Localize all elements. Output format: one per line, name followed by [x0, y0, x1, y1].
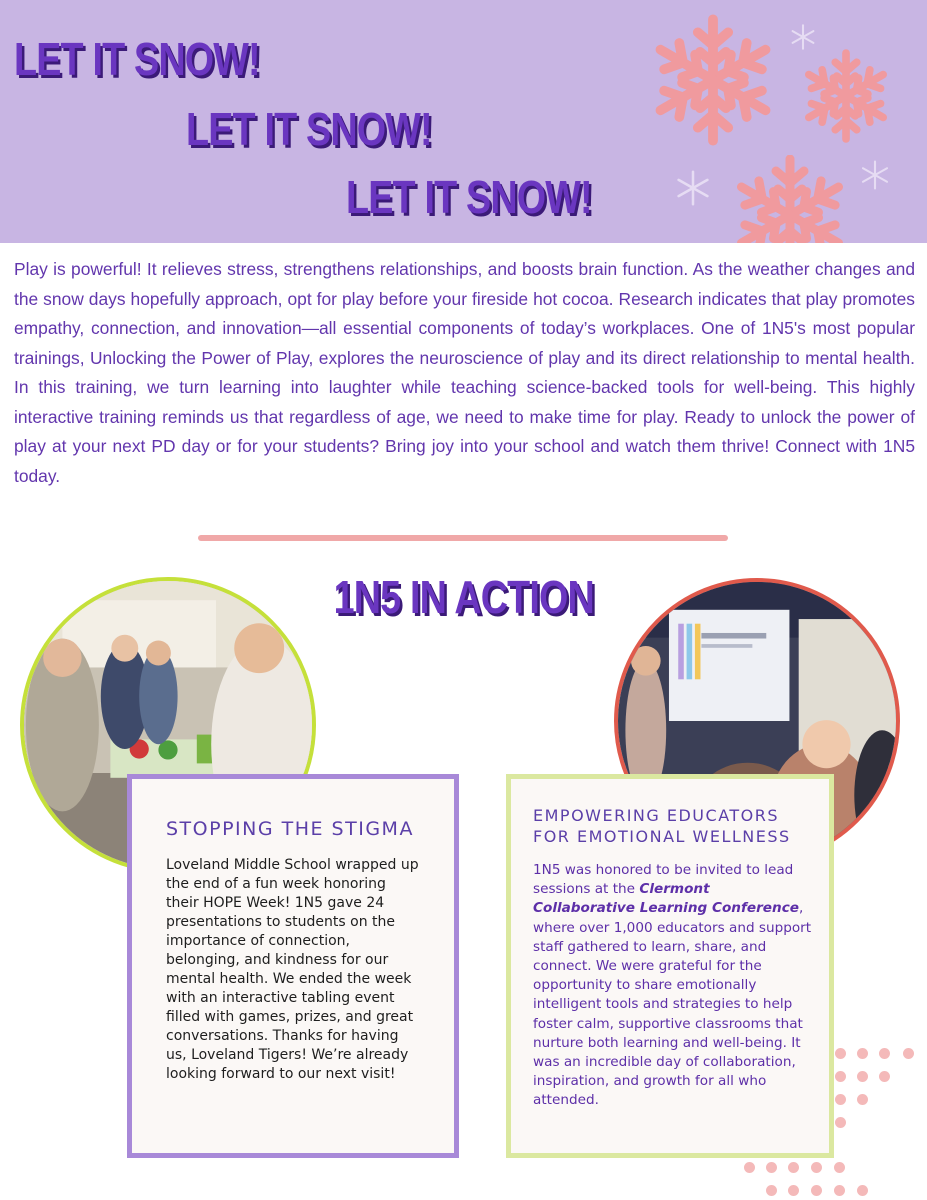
decorative-dots-right — [835, 1048, 927, 1128]
header-banner — [0, 0, 927, 243]
section-divider — [198, 535, 728, 541]
dot — [857, 1094, 868, 1105]
card-right-body-end: , where over 1,000 educators and support staff gathered to learn, share, and connect. We were grateful for the opportunity to share emotionally intelligent tools and strategies to help foster calm, supportive classrooms that nurture both learning and well-being. It was an incredible day of collaboration, inspiration, and growth for all who attended. — [533, 900, 812, 1109]
dot — [879, 1071, 890, 1082]
snowflake-small-icon — [790, 24, 816, 50]
dot — [834, 1185, 845, 1196]
dot — [744, 1162, 755, 1173]
section-title-text: 1N5 IN ACTION — [333, 571, 594, 623]
dot — [835, 1048, 846, 1059]
conference-name: Clermont Collaborative Learning Conference — [533, 881, 799, 917]
card-right-title: EMPOWERING EDUCATORS FOR EMOTIONAL WELLNESS — [533, 806, 791, 846]
card-stopping-the-stigma — [127, 774, 459, 1158]
dot — [788, 1185, 799, 1196]
snowflake-bottom-icon — [730, 155, 850, 243]
intro-paragraph: Play is powerful! It relieves stress, strengthens relationships, and boosts brain function. As the weather changes and the snow days hopefully approach, opt for play before your fireside hot cocoa. Research indicates that play promotes empathy, connection, and innovation—all essential components of today’s workplaces. One of 1N5's most popular trainings, Unlocking the Power of Play, explores the neuroscience of play and its direct relationship to mental health. In this training, we turn learning into laughter while teaching science-backed tools for well-being. This highly interactive training reminds us that regardless of age, we need to make time for play. Ready to unlock the power of play at your next PD day or for your students? Bring joy into your school and watch them thrive! Connect with 1N5 today. — [14, 259, 915, 486]
card-left-title: STOPPING THE STIGMA — [166, 818, 414, 840]
snowflake-small-icon — [860, 160, 890, 190]
snowflake-medium-icon — [800, 48, 892, 144]
dot — [835, 1071, 846, 1082]
snowflake-small-icon — [675, 170, 711, 206]
decorative-dots-bottom — [744, 1162, 874, 1198]
dot — [903, 1048, 914, 1059]
dot — [811, 1185, 822, 1196]
banner-title-line-1: LET IT SNOW! — [14, 33, 260, 85]
dot — [835, 1094, 846, 1105]
dot — [788, 1162, 799, 1173]
card-right-body — [533, 861, 815, 1111]
card-empowering-educators — [506, 774, 834, 1158]
dot — [834, 1162, 845, 1173]
card-right-body-start: 1N5 was honored to be invited to lead sessions at the — [533, 862, 794, 898]
banner-title-line-2: LET IT SNOW! — [186, 103, 432, 155]
dot — [766, 1185, 777, 1196]
dot — [766, 1162, 777, 1173]
dot — [857, 1071, 868, 1082]
card-left-body: Loveland Middle School wrapped up the end of a fun week honoring their HOPE Week! 1N5 gave 24 presentations to students on the importance of connection, belonging, and kindness for our mental health. We ended the week with an interactive tabling event filled with games, prizes, and great conversations. Thanks for having us, Loveland Tigers! We’re already looking forward to our next visit! — [166, 857, 419, 1082]
banner-title-line-3: LET IT SNOW! — [346, 171, 592, 223]
dot — [835, 1117, 846, 1128]
dot — [879, 1048, 890, 1059]
dot — [857, 1048, 868, 1059]
dot — [811, 1162, 822, 1173]
snowflake-large-icon — [648, 10, 778, 150]
dot — [857, 1185, 868, 1196]
